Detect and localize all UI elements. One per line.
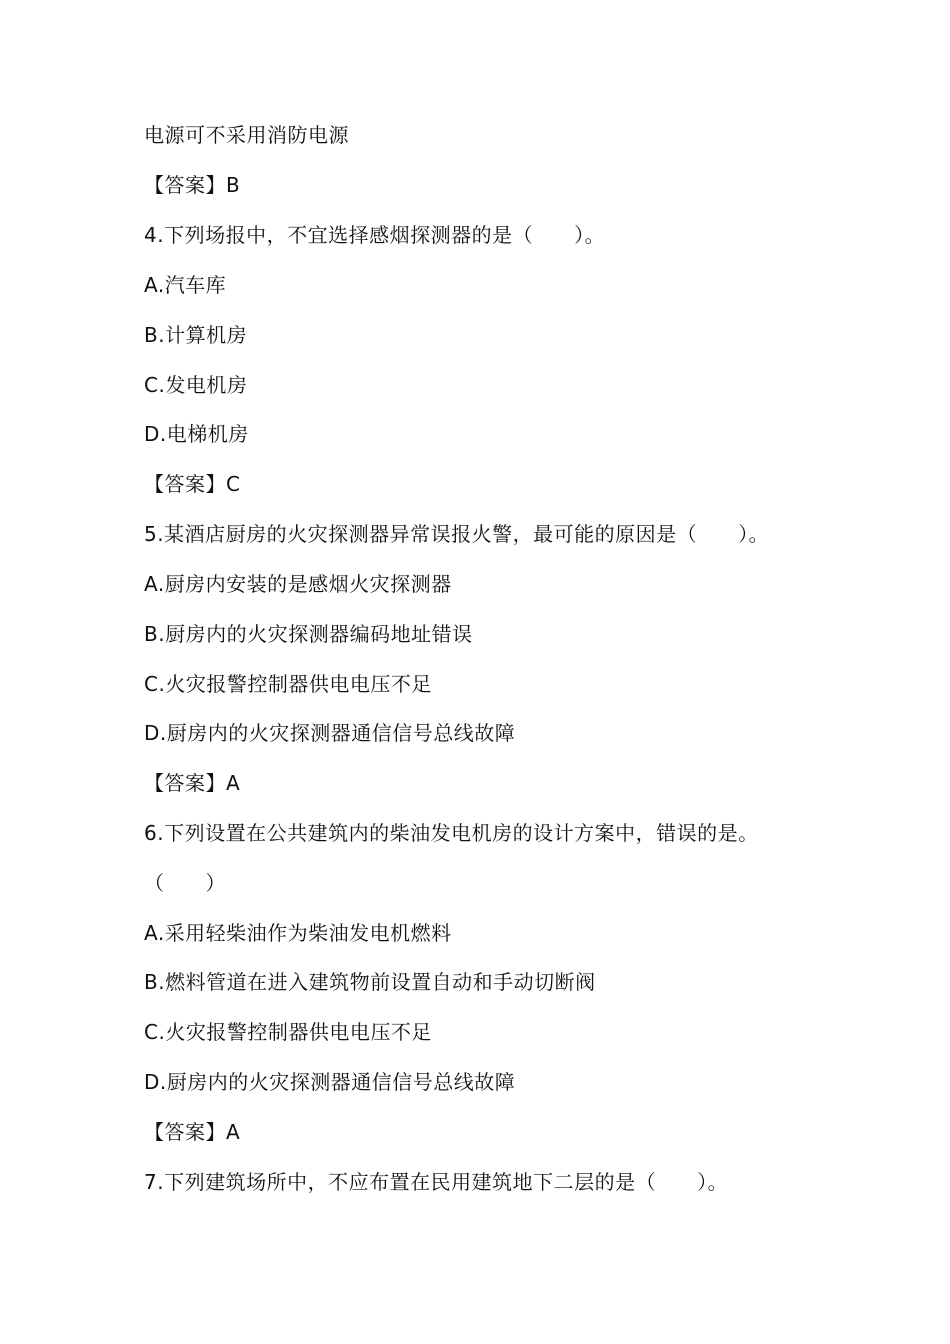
q6-option-d: D.厨房内的火灾探测器通信信号总线故障 [144, 1070, 516, 1094]
q5-option-a: A.厨房内安装的是感烟火灾探测器 [144, 572, 452, 596]
question-4: 4.下列场报中，不宜选择感烟探测器的是（ ）。 [144, 223, 606, 247]
q4-option-b: B.计算机房 [144, 323, 248, 347]
q6-option-c: C.火灾报警控制器供电电压不足 [144, 1020, 432, 1044]
q4-option-c: C.发电机房 [144, 373, 248, 397]
q5-option-c: C.火灾报警控制器供电电压不足 [144, 672, 432, 696]
question-7: 7.下列建筑场所中，不应布置在民用建筑地下二层的是（ ）。 [144, 1170, 729, 1194]
q6-option-b: B.燃料管道在进入建筑物前设置自动和手动切断阀 [144, 970, 596, 994]
text-line-power-source: 电源可不采用消防电源 [144, 123, 349, 147]
answer-q5: 【答案】A [144, 771, 241, 795]
question-5: 5.某酒店厨房的火灾探测器异常误报火警，最可能的原因是（ ）。 [144, 522, 770, 546]
q5-option-d: D.厨房内的火灾探测器通信信号总线故障 [144, 721, 516, 745]
answer-q3: 【答案】B [144, 173, 241, 197]
q4-option-d: D.电梯机房 [144, 422, 249, 446]
answer-q6: 【答案】A [144, 1120, 241, 1144]
answer-q4: 【答案】C [144, 472, 241, 496]
q6-option-a: A.采用轻柴油作为柴油发电机燃料 [144, 921, 452, 945]
question-6: 6.下列设置在公共建筑内的柴油发电机房的设计方案中，错误的是。 [144, 821, 759, 845]
q4-option-a: A.汽车库 [144, 273, 227, 297]
q5-option-b: B.厨房内的火灾探测器编码地址错误 [144, 622, 473, 646]
question-6-blank: （ ） [144, 871, 226, 895]
